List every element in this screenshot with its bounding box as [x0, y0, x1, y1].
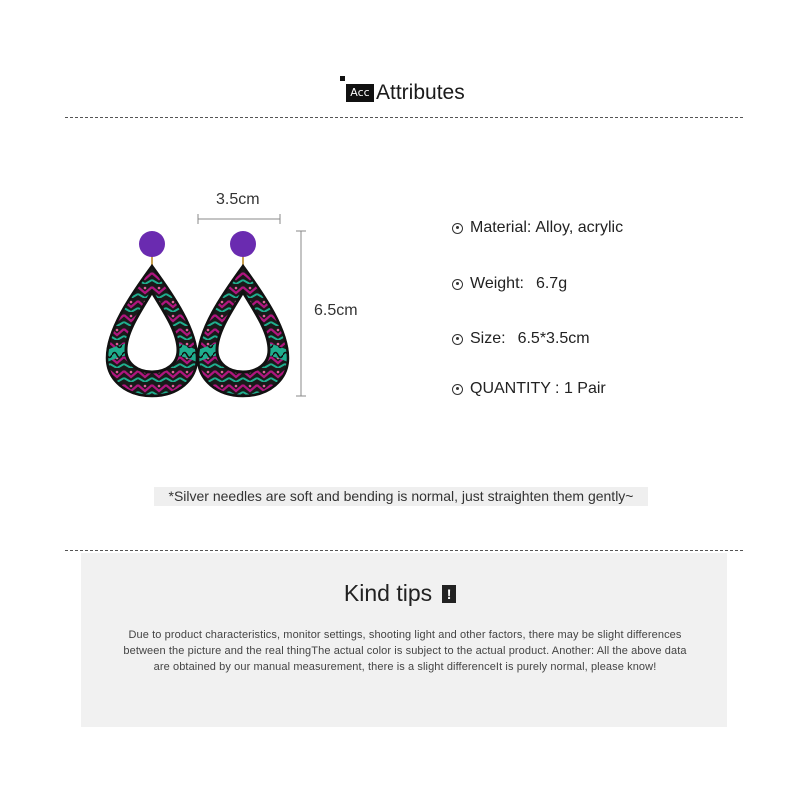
attribute-label: Material:	[470, 219, 532, 236]
care-note: *Silver needles are soft and bending is normal, just straighten them gently~	[154, 487, 648, 506]
bullet-icon	[452, 279, 463, 290]
header-badge: Acc	[346, 84, 374, 102]
attribute-quantity	[452, 380, 606, 398]
page-title: Attributes	[376, 81, 465, 104]
header-dot	[340, 76, 345, 81]
exclamation-icon: !	[442, 585, 456, 603]
earrings-image	[95, 200, 325, 410]
attribute-label: Weight:	[470, 275, 524, 292]
attribute-size	[452, 330, 590, 348]
attribute-label: Size:	[470, 330, 506, 347]
bullet-icon	[452, 223, 463, 234]
attribute-value: 6.7g	[535, 275, 568, 292]
attribute-material	[452, 219, 623, 237]
attribute-label: QUANTITY : 1 Pair	[470, 380, 606, 397]
kind-tips-title: Kind tips	[343, 580, 433, 606]
width-dimension-label: 3.5cm	[216, 191, 260, 208]
divider-top	[65, 117, 743, 118]
divider-bottom	[65, 550, 743, 551]
height-dimension-label: 6.5cm	[314, 302, 358, 319]
earring-right	[198, 231, 288, 396]
kind-tips-text: Due to product characteristics, monitor settings, shooting light and other factors, there may be slight differences between the picture and the real thingThe actual color is subject to the actual product. Another: All the above data are obtained by our manual measurement, there is a slight differenceIt is purely normal, please know!	[123, 629, 687, 673]
bullet-icon	[452, 334, 463, 345]
attribute-value: 6.5*3.5cm	[517, 330, 590, 347]
bullet-icon	[452, 384, 463, 395]
kind-tips-heading	[0, 580, 800, 607]
earring-left	[107, 231, 197, 396]
attribute-value: Alloy, acrylic	[535, 219, 624, 236]
attribute-weight	[452, 275, 567, 293]
